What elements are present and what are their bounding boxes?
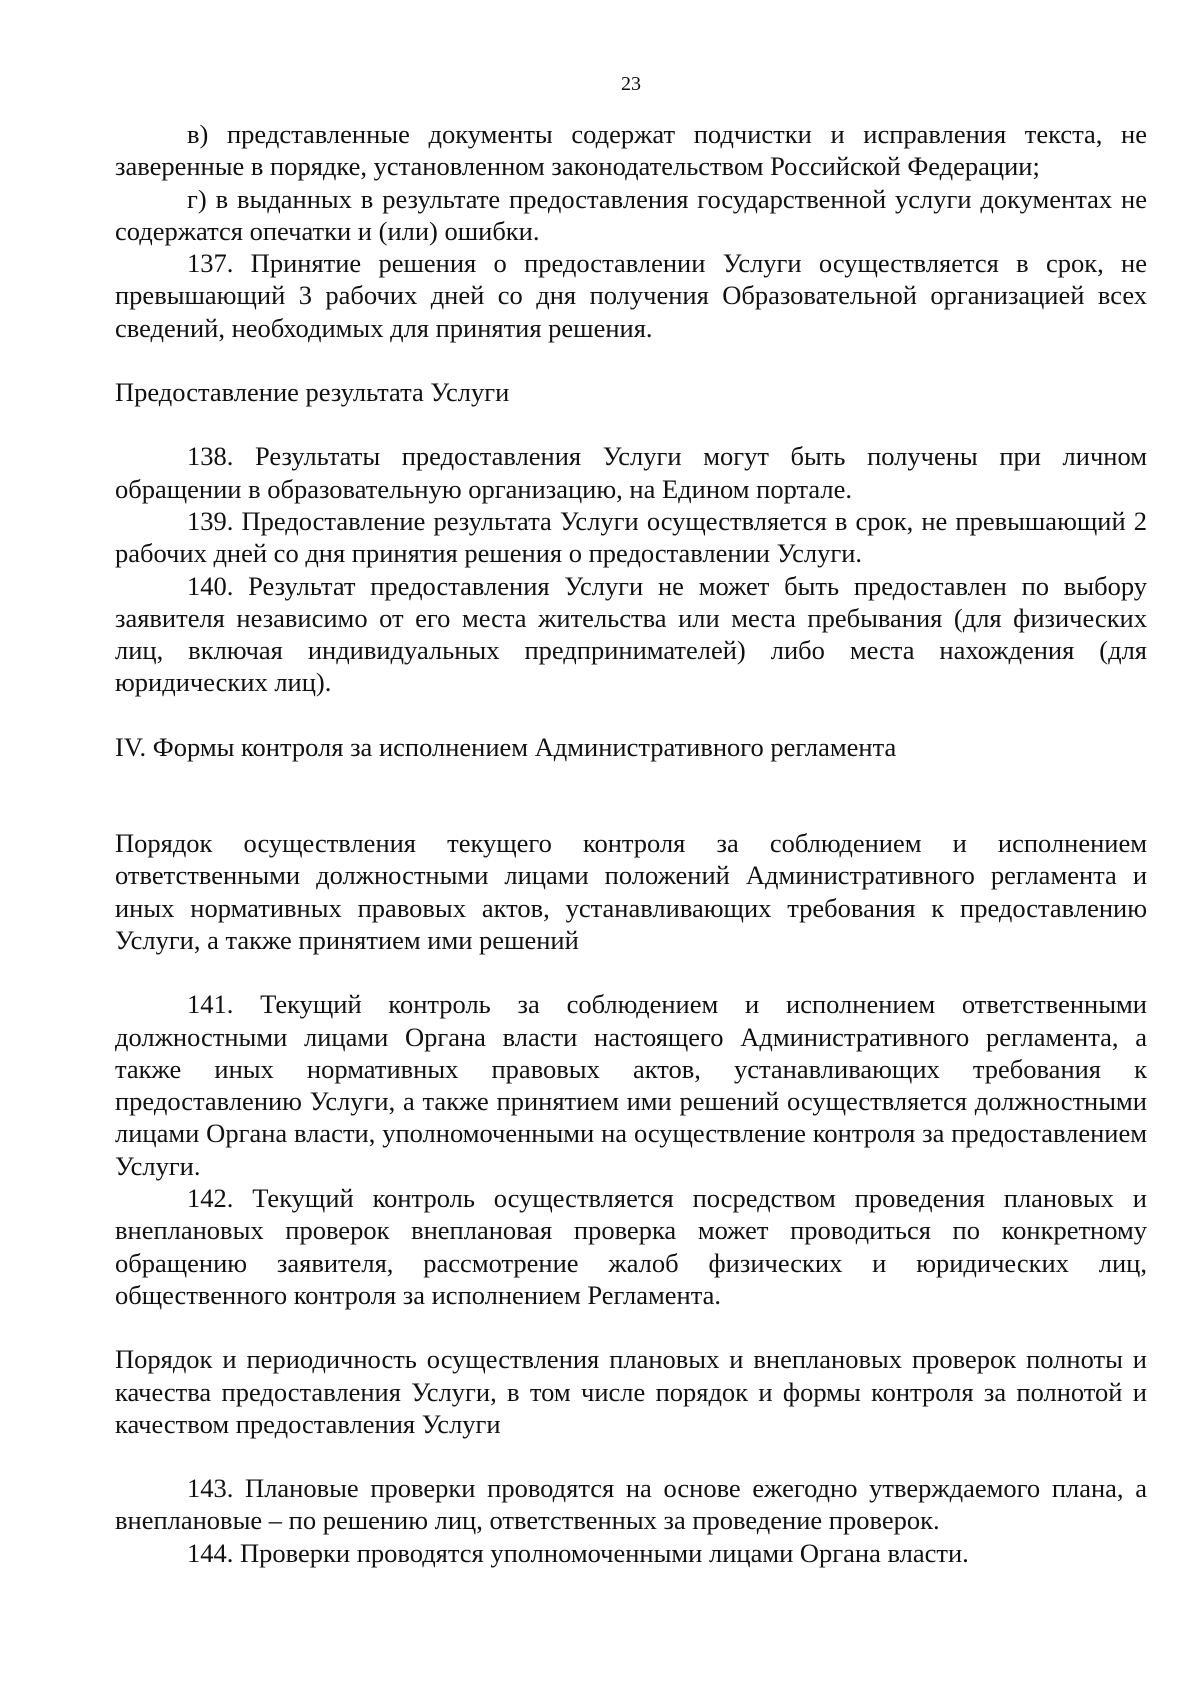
paragraph-143: 143. Плановые проверки проводятся на основе ежегодно утверждаемого плана, а внеплановые – по решению лиц, ответственных за проведение проверок. xyxy=(115,1473,1147,1536)
paragraph-142: 142. Текущий контроль осуществляется посредством проведения плановых и внеплановых проверок внеплановая проверка может проводиться по конкретному обращению заявителя, рассмотрение жалоб физических и юридических лиц, общественного контроля за исполнением Регламента. xyxy=(115,1183,1147,1310)
heading-current-control: Порядок осуществления текущего контроля за соблюдением и исполнением ответственными должностными лицами положений Административного регламента и иных нормативных правовых актов, устанавливающих требования к предоставлению Услуги, а также принятием ими решений xyxy=(115,828,1147,955)
page-number: 23 xyxy=(621,73,641,95)
heading-inspections: Порядок и периодичность осуществления плановых и внеплановых проверок полноты и качества предоставления Услуги, в том числе порядок и формы контроля за полнотой и качеством предоставления Услуги xyxy=(115,1344,1147,1439)
paragraph-141: 141. Текущий контроль за соблюдением и исполнением ответственными должностными лицами Органа власти настоящего Административного регламента, а также иных нормативных правовых актов, устанавливающих требования к предоставлению Услуги, а также принятием ими решений осуществляется должностными лицами Органа власти, уполномоченными на осуществление контроля за предоставлением Услуги. xyxy=(115,989,1147,1181)
paragraph-g: г) в выданных в результате предоставления государственной услуги документах не содержатся опечатки и (или) ошибки. xyxy=(115,183,1147,246)
paragraph-139: 139. Предоставление результата Услуги осуществляется в срок, не превышающий 2 рабочих дней со дня принятия решения о предоставлении Услуги. xyxy=(115,505,1147,569)
paragraph-138: 138. Результаты предоставления Услуги могут быть получены при личном обращении в образовательную организацию, на Едином портале. xyxy=(115,441,1147,504)
paragraph-v: в) представленные документы содержат подчистки и исправления текста, не заверенные в порядке, установленном законодательством Российской Федерации; xyxy=(115,119,1147,182)
paragraph-144: 144. Проверки проводятся уполномоченными лицами Органа власти. xyxy=(187,1537,969,1568)
paragraph-140: 140. Результат предоставления Услуги не может быть предоставлен по выбору заявителя независимо от его места жительства или места пребывания (для физических лиц, включая индивидуальных предпринимателей) либо места нахождения (для юридических лиц). xyxy=(115,570,1147,698)
heading-section-4: IV. Формы контроля за исполнением Административного регламента xyxy=(115,731,897,762)
paragraph-137: 137. Принятие решения о предоставлении Услуги осуществляется в срок, не превышающий 3 рабочих дней со дня получения Образовательной организацией всех сведений, необходимых для принятия решения. xyxy=(115,248,1147,343)
heading-result: Предоставление результата Услуги xyxy=(115,377,510,408)
document-body xyxy=(115,118,1147,1569)
